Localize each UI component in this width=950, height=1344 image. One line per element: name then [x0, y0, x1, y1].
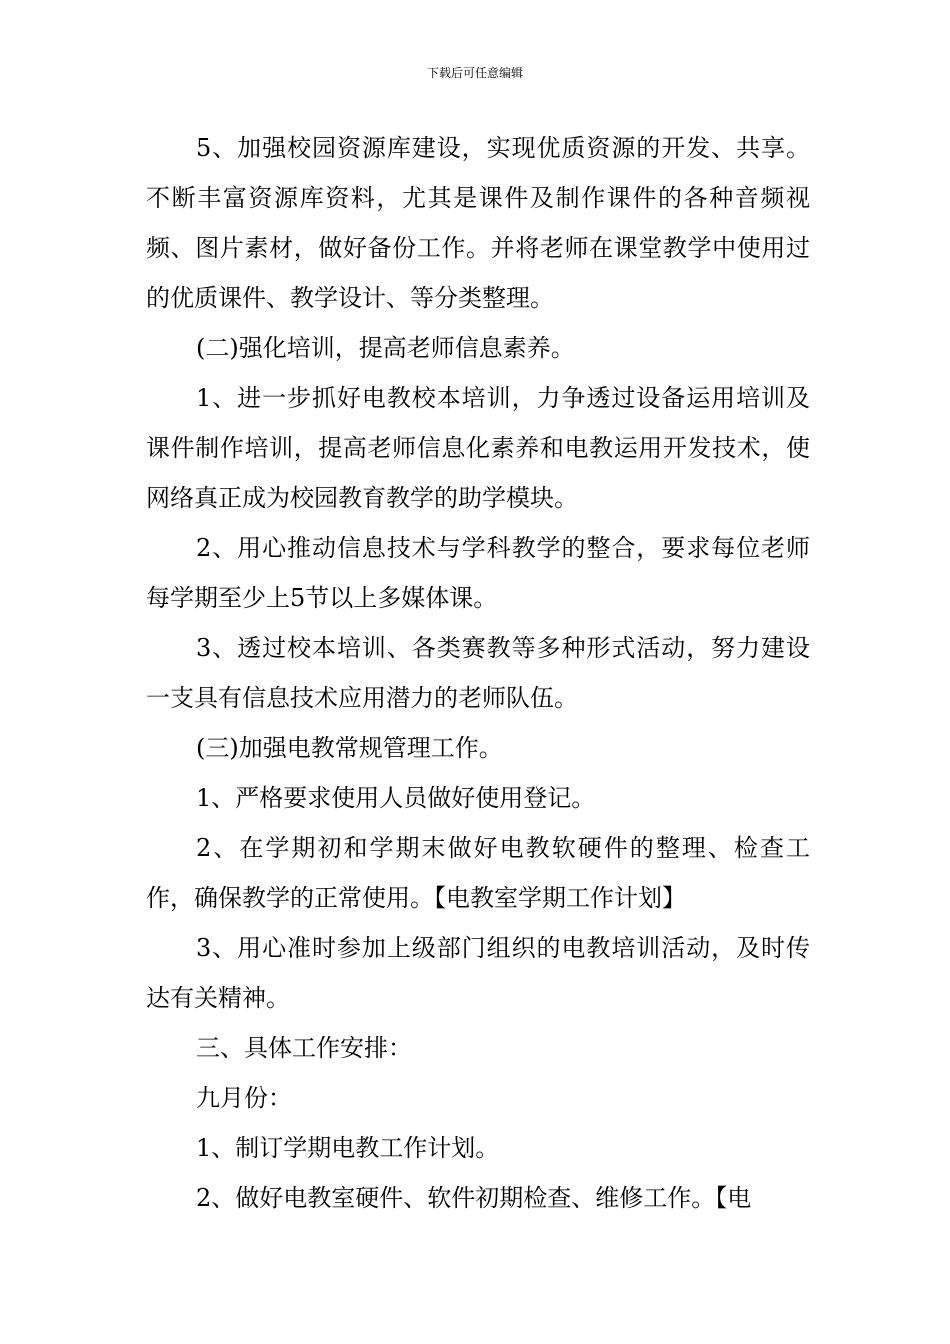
paragraph-usage-registration: 1、严格要求使用人员做好使用登记。: [196, 784, 596, 812]
section-heading-training: (二)强化培训，提高老师信息素养。: [196, 334, 575, 362]
section-heading-schedule: 三、具体工作安排：: [196, 1034, 412, 1062]
paragraph-school-training: 1、进一步抓好电教校本培训，力争透过设备运用培训及课件制作培训，提高老师信息化素养和电教运用开发技术，使网络真正成为校园教育教学的助学模块。: [146, 384, 810, 512]
document-body: [146, 123, 810, 1223]
month-heading-september: 九月份：: [196, 1084, 292, 1112]
paragraph-attend-training: 3、用心准时参加上级部门组织的电教培训活动，及时传达有关精神。: [146, 934, 810, 1012]
page-header: 下载后可任意编辑: [426, 66, 523, 80]
paragraph-resource-library: 5、加强校园资源库建设，实现优质资源的开发、共享。不断丰富资源库资料，尤其是课件及制作课件的各种音频视频、图片素材，做好备份工作。并将老师在课堂教学中使用过的优质课件、教学设计、等分类整理。: [146, 134, 810, 312]
section-heading-management: (三)加强电教常规管理工作。: [196, 734, 503, 762]
paragraph-inspection: 2、在学期初和学期末做好电教软硬件的整理、检查工作，确保教学的正常使用。【电教室学期工作计划】: [146, 834, 810, 912]
paragraph-teacher-team: 3、透过校本培训、各类赛教等多种形式活动，努力建设一支具有信息技术应用潜力的老师队伍。: [146, 634, 810, 712]
paragraph-integration: 2、用心推动信息技术与学科教学的整合，要求每位老师每学期至少上5节以上多媒体课。: [146, 534, 810, 612]
paragraph-plan: 1、制订学期电教工作计划。: [196, 1134, 500, 1162]
paragraph-maintenance: 2、做好电教室硬件、软件初期检查、维修工作。【电: [196, 1184, 752, 1212]
